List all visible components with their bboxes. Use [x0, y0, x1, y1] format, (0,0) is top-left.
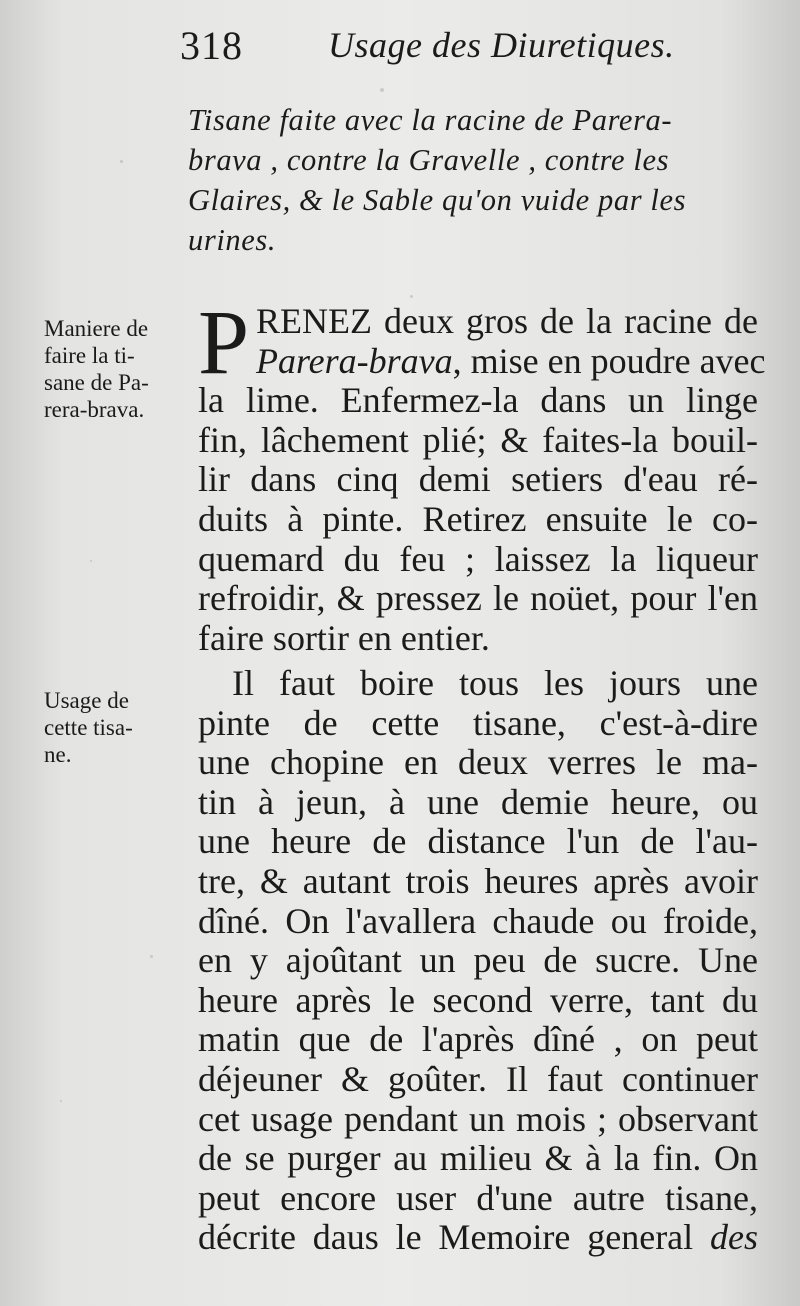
paragraph-usage [198, 664, 758, 1258]
section-title [188, 100, 763, 260]
body-line: une chopine en deux verres le ma- [198, 742, 758, 783]
body-line [256, 302, 758, 342]
body-line-text: , mise en poudre avec [452, 340, 766, 381]
body-line: refroidir, & pressez le noüet, pour l'en [198, 578, 758, 619]
body-line: une heure de distance l'un de l'au- [198, 821, 758, 862]
margin-note-line: faire la ti- [44, 343, 135, 368]
paragraph-recipe [198, 291, 766, 658]
body-line: déjeuner & goûter. Il faut continuer [198, 1058, 758, 1099]
body-line [256, 340, 766, 382]
body-line: lir dans cinq demi setiers d'eau ré- [198, 459, 758, 500]
body-line: matin que de l'après dîné , on peut [198, 1019, 758, 1060]
paper-speck [410, 295, 413, 298]
body-line: dîné. On l'avallera chaude ou froide, [198, 900, 758, 941]
drop-cap: P [198, 291, 250, 393]
body-line: cet usage pendant un mois ; observant [198, 1098, 758, 1139]
first-word: RENEZ [256, 301, 372, 341]
margin-note-line: rera-brava. [44, 397, 145, 422]
body-line: heure après le second verre, tant du [198, 979, 758, 1020]
body-line: pinte de cette tisane, c'est-à-dire [198, 702, 758, 743]
body-line [198, 1218, 758, 1258]
running-head: Usage des Diuretiques. [328, 25, 675, 65]
title-line: brava , contre la Gravelle , contre les [188, 143, 670, 177]
margin-note-line: Usage de [44, 688, 129, 713]
body-line: en y ajoûtant un peu de sucre. Une [198, 940, 758, 981]
body-line: fin, lâchement plié; & faites-la bouil- [198, 419, 758, 460]
paper-speck [90, 560, 92, 562]
body-line: duits à pinte. Retirez ensuite le co- [198, 498, 758, 539]
paper-speck [150, 955, 153, 958]
page-number: 318 [180, 23, 243, 68]
plant-name: Parera-brava [256, 340, 453, 381]
body-line: tre, & autant trois heures après avoir [198, 860, 758, 901]
body-line: faire sortir en entier. [198, 617, 490, 658]
body-line: de se purger au milieu & à la fin. On [198, 1138, 758, 1179]
body-line: peut encore user d'une autre tisane, [198, 1177, 758, 1218]
title-line: urines. [188, 223, 277, 257]
margin-note-line: ne. [44, 742, 72, 767]
title-line: Glaires, & le Sable qu'on vuide par les [188, 183, 687, 217]
paper-speck [60, 1100, 62, 1102]
body-line-text: deux gros de la racine de [371, 301, 758, 341]
body-line: quemard du feu ; laissez la liqueur [198, 538, 758, 579]
body-line: tin à jeun, à une demie heure, ou [198, 781, 758, 822]
margin-note-line: sane de Pa- [44, 370, 149, 395]
body-line: Il faut boire tous les jours une [232, 663, 758, 703]
margin-note-usage [44, 687, 180, 768]
paper-speck [380, 88, 384, 92]
body-line-text: décrite daus le Memoire general [198, 1217, 694, 1258]
paper-speck [120, 160, 123, 163]
margin-note-line: Maniere de [44, 316, 149, 341]
body-line: la lime. Enfermez-la dans un linge [198, 380, 758, 421]
title-line: Tisane faite avec la racine de Parera- [188, 103, 673, 137]
page-header [180, 22, 760, 72]
catchword: des [710, 1217, 758, 1258]
margin-note-line: cette tisa- [44, 715, 133, 740]
margin-note-recipe [44, 315, 180, 423]
